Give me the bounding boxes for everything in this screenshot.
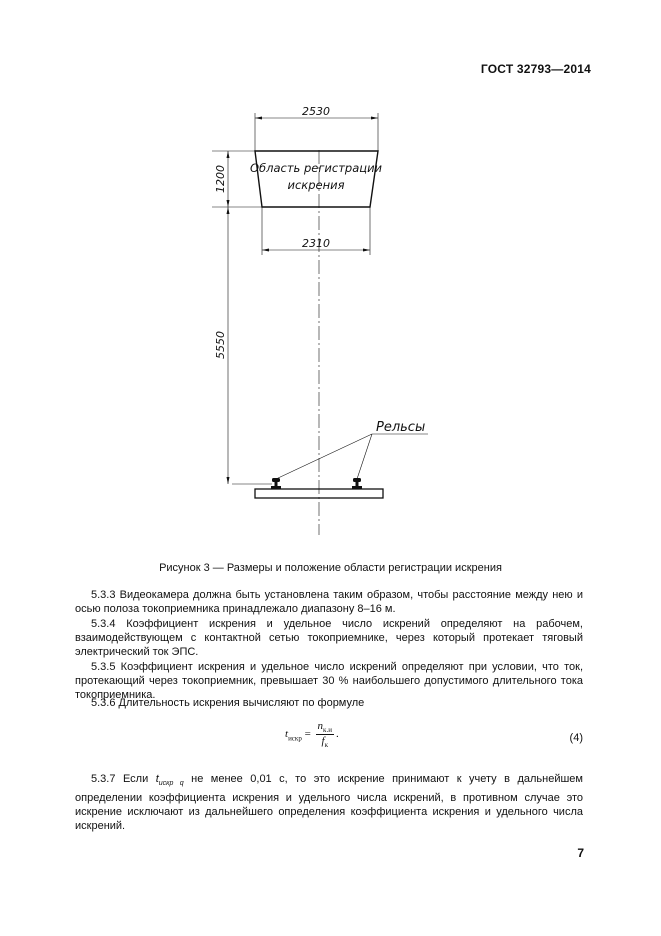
rails-leader-left <box>276 434 372 479</box>
total-height-label: 5550 <box>214 331 227 359</box>
formula-equals: = <box>304 728 311 741</box>
paragraph-5-3-4-text: 5.3.4 Коэффициент искрения и удельное число искрений определяют на рабочем, взаимодействующем с контактной сетью токоприемнике, через который протекает тяговый электрический ток ЭПС. <box>75 618 583 658</box>
p537-rest: не менее 0,01 с, то это искрение принимают к учету в дальнейшем определении коэффициента искрения и удельного числа искрений, в противном случае это искрение исключают из дальнейшего определения коэффициента искрения и удельного числа искрений. <box>75 773 583 833</box>
p537-prefix: 5.3.7 Если <box>91 773 149 785</box>
rail-right <box>352 478 362 489</box>
zone-label-line2: искрения <box>287 178 345 192</box>
rails-label: Рельсы <box>376 420 426 435</box>
zone-label-line1: Область регистрации <box>249 161 383 175</box>
p537-sub: искр q <box>158 780 184 788</box>
formula-den-var: f <box>321 735 325 748</box>
paragraph-5-3-3 <box>75 588 583 616</box>
rails-leader-right <box>357 434 372 479</box>
page-number: 7 <box>577 846 584 860</box>
formula-4 <box>285 720 339 749</box>
standard-code: ГОСТ 32793—2014 <box>480 62 591 76</box>
formula-lhs-var: t <box>285 728 289 741</box>
paragraph-5-3-3-text: 5.3.3 Видеокамера должна быть установлена таким образом, чтобы расстояние между нею и осью полоза токоприемника принадлежало диапазону 8–16 м. <box>75 589 583 615</box>
paragraph-5-3-6 <box>75 696 583 710</box>
zone-height-label: 1200 <box>214 165 227 193</box>
paragraph-5-3-7 <box>75 772 583 833</box>
top-width-label: 2530 <box>302 105 330 118</box>
formula-fraction <box>316 720 334 749</box>
equation-number: (4) <box>569 732 583 744</box>
paragraph-5-3-5-text: 5.3.5 Коэффициент искрения и удельное число искрений определяют при условии, что ток, протекающий через токоприемник, превышает 30 % наибольшего допустимого длительного тока токоприемника. <box>75 661 583 701</box>
formula-lhs-sub: искр <box>288 734 302 743</box>
formula-num-sub: к.и <box>323 726 332 735</box>
bottom-width-label: 2310 <box>302 237 330 250</box>
p537-var: t <box>155 773 159 785</box>
formula-den-sub: к <box>324 741 328 750</box>
paragraph-5-3-6-text: 5.3.6 Длительность искрения вычисляют по формуле <box>91 697 365 709</box>
figure-caption: Рисунок 3 — Размеры и положение области регистрации искрения <box>159 562 502 574</box>
paragraph-5-3-4 <box>75 617 583 659</box>
formula-num-var: n <box>317 720 324 732</box>
rail-left <box>271 478 281 489</box>
paragraph-5-3-7-text <box>75 772 583 833</box>
formula-end: . <box>335 728 339 741</box>
